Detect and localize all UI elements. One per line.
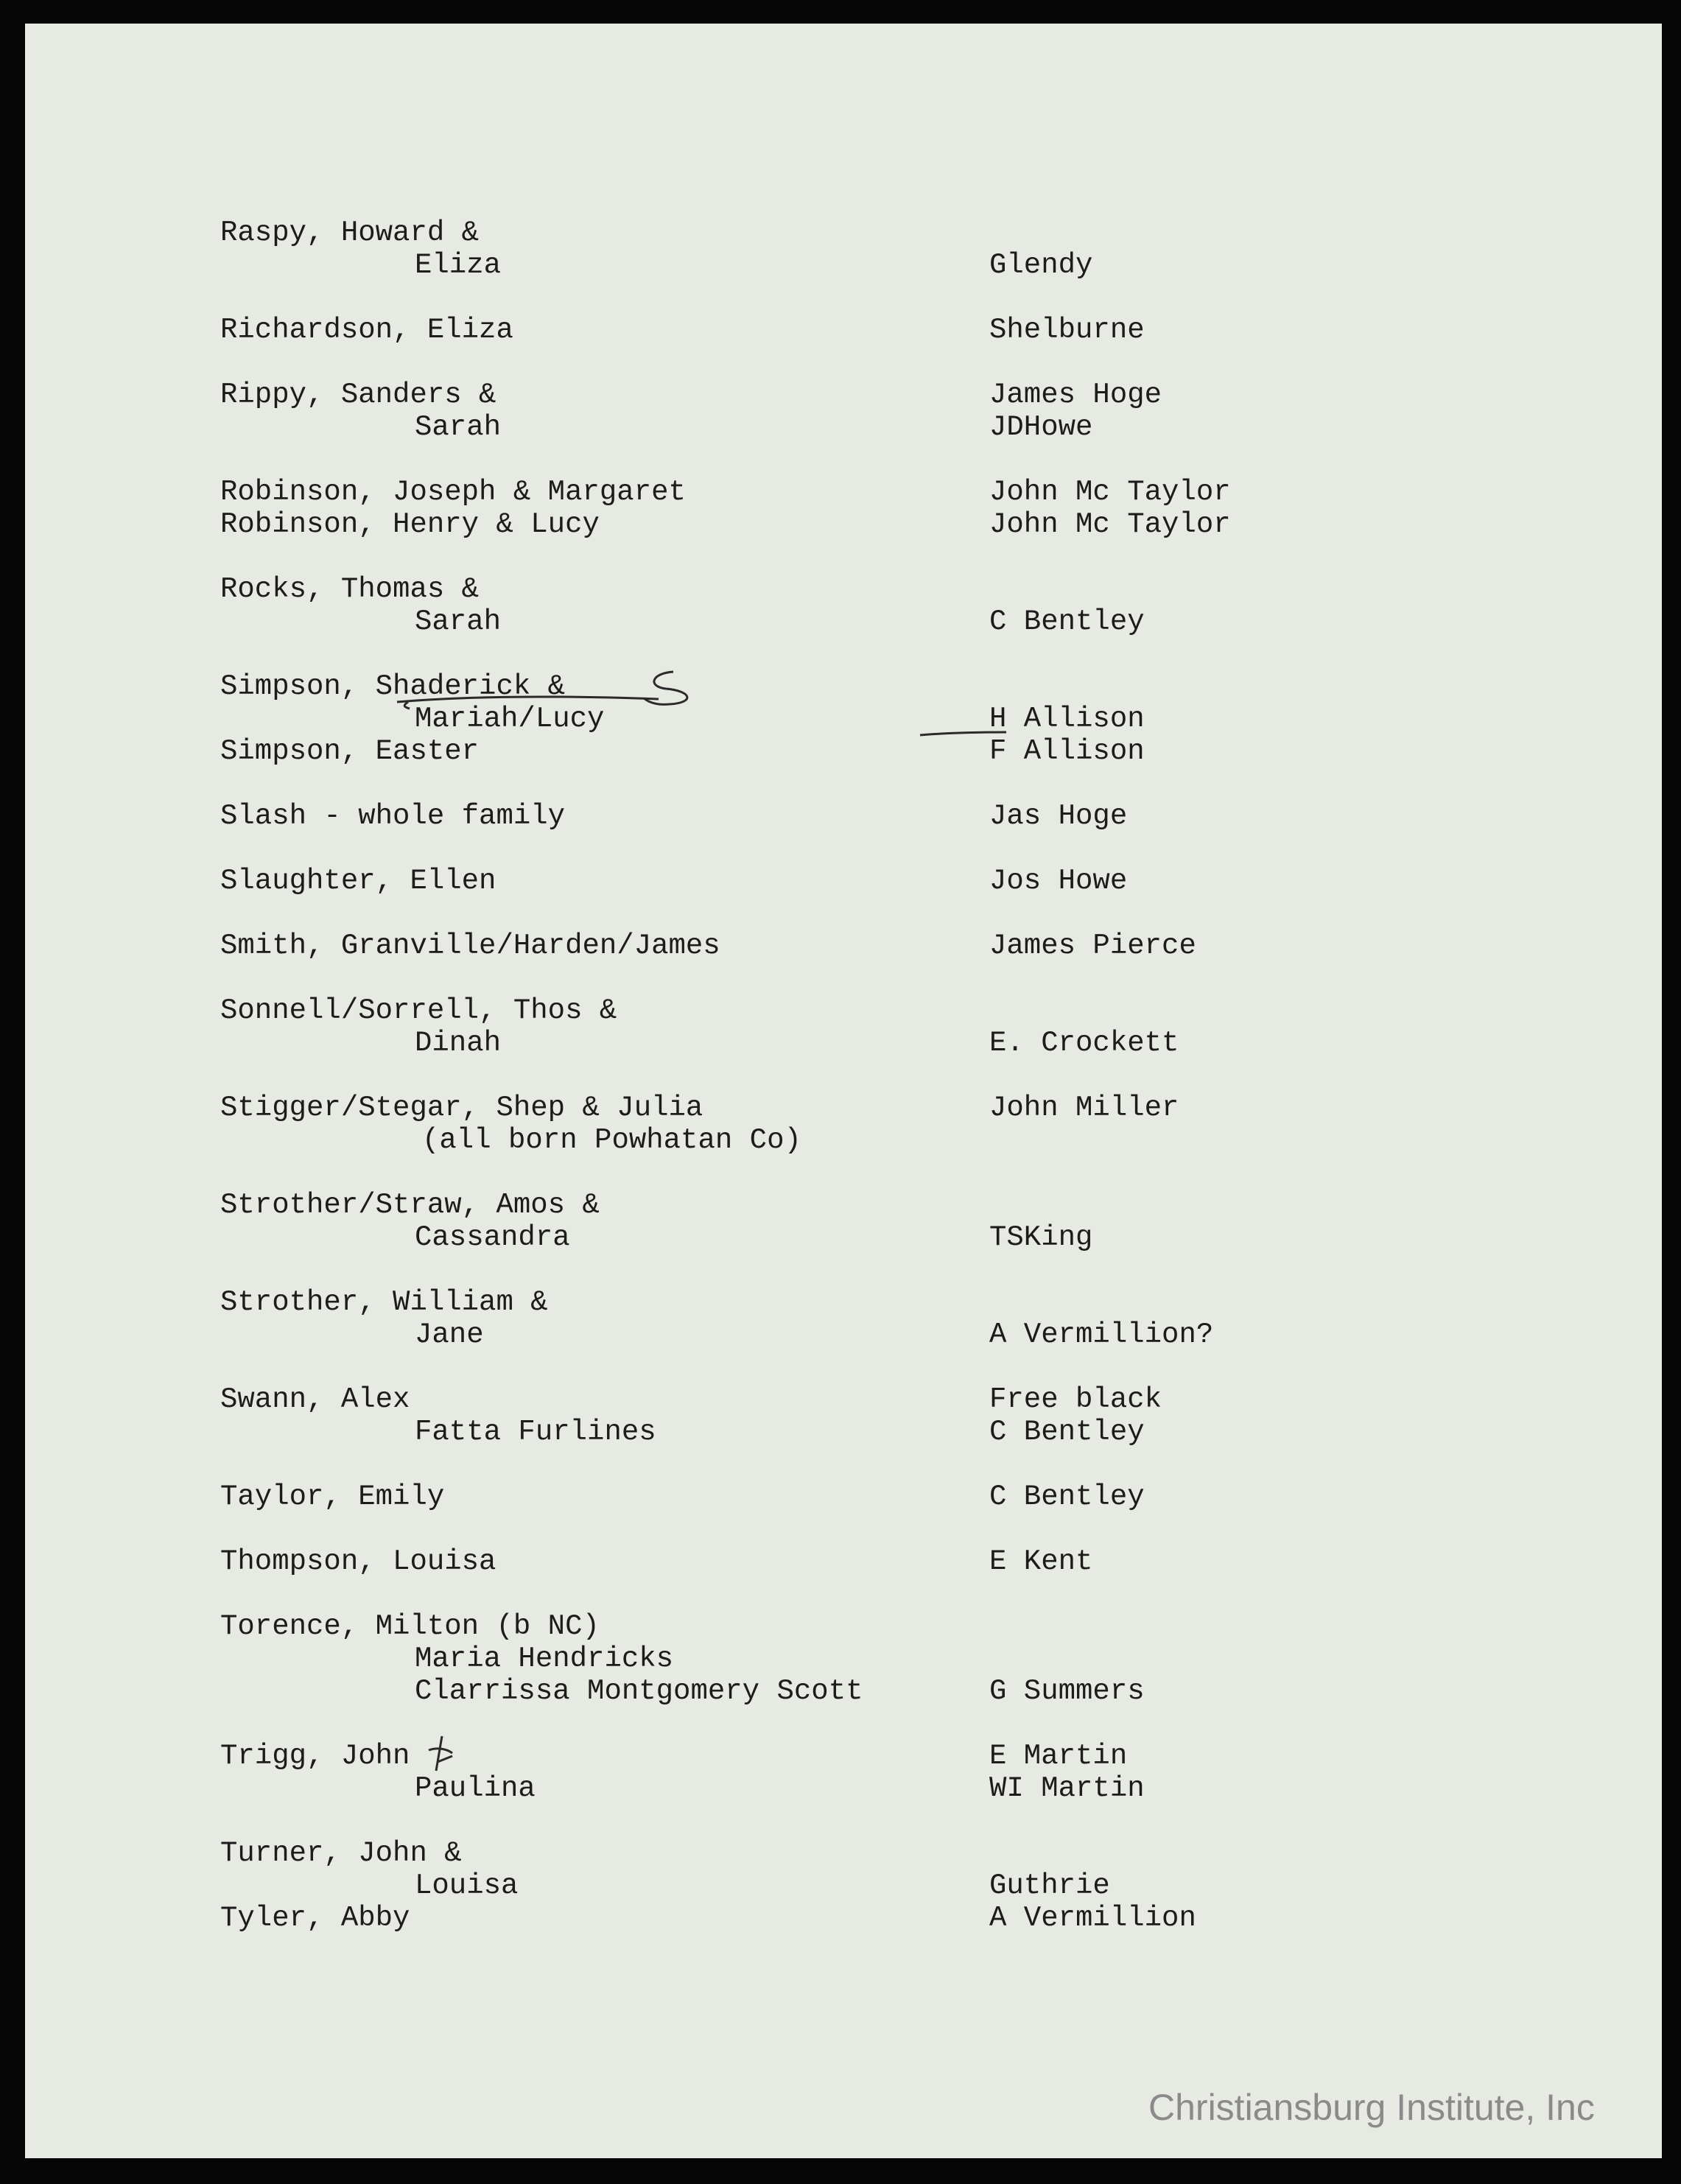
name-line: Clarrissa Montgomery Scott xyxy=(415,1675,863,1707)
name-line: Maria Hendricks xyxy=(415,1643,674,1675)
owner-line: John Mc Taylor xyxy=(989,476,1231,508)
owner-line: A Vermillion? xyxy=(989,1319,1214,1351)
owner-line: E Martin xyxy=(989,1740,1128,1772)
name-line: Sarah xyxy=(415,605,502,638)
name-line: Swann, Alex xyxy=(220,1383,410,1416)
name-line: Slash - whole family xyxy=(220,800,566,832)
name-line: Mariah/Lucy xyxy=(415,703,605,735)
name-line: Strother, William & xyxy=(220,1286,548,1319)
name-line: Louisa xyxy=(415,1869,519,1902)
owner-line: C Bentley xyxy=(989,605,1145,638)
name-line: Fatta Furlines xyxy=(415,1416,656,1448)
document-page xyxy=(25,24,1662,2158)
name-line: Dinah xyxy=(415,1027,502,1059)
name-line: Robinson, Joseph & Margaret xyxy=(220,476,686,508)
owner-line: WI Martin xyxy=(989,1772,1145,1805)
owner-line: John Mc Taylor xyxy=(989,508,1231,541)
name-line: Thompson, Louisa xyxy=(220,1545,496,1578)
name-line: Sarah xyxy=(415,411,502,443)
name-line: Sonnell/Sorrell, Thos & xyxy=(220,994,617,1027)
name-line: Rippy, Sanders & xyxy=(220,379,496,411)
owner-line: Shelburne xyxy=(989,314,1145,346)
owner-line: E Kent xyxy=(989,1545,1093,1578)
owner-line: E. Crockett xyxy=(989,1027,1179,1059)
handwritten-marks xyxy=(25,24,1662,2158)
name-line: Taylor, Emily xyxy=(220,1481,445,1513)
name-line: Smith, Granville/Harden/James xyxy=(220,930,720,962)
name-line: Robinson, Henry & Lucy xyxy=(220,508,600,541)
name-line: Richardson, Eliza xyxy=(220,314,513,346)
name-line: Stigger/Stegar, Shep & Julia xyxy=(220,1092,703,1124)
owner-line: G Summers xyxy=(989,1675,1145,1707)
owner-line: Jas Hoge xyxy=(989,800,1128,832)
owner-line: H Allison xyxy=(989,703,1145,735)
name-line: Simpson, Shaderick & xyxy=(220,670,566,703)
owner-line: JDHowe xyxy=(989,411,1093,443)
name-line: Torence, Milton (b NC) xyxy=(220,1610,600,1643)
handwritten-line-allison xyxy=(920,732,1006,735)
owner-line: John Miller xyxy=(989,1092,1179,1124)
owner-line: A Vermillion xyxy=(989,1902,1196,1934)
name-line: Paulina xyxy=(415,1772,536,1805)
owner-line: C Bentley xyxy=(989,1416,1145,1448)
owner-line: C Bentley xyxy=(989,1481,1145,1513)
name-line: Rocks, Thomas & xyxy=(220,573,480,605)
handwritten-underline-shaderick xyxy=(397,697,659,702)
name-line: Cassandra xyxy=(415,1221,570,1254)
owner-line: Guthrie xyxy=(989,1869,1110,1902)
name-line: Slaughter, Ellen xyxy=(220,865,496,897)
name-line: Raspy, Howard & xyxy=(220,217,480,249)
watermark: Christiansburg Institute, Inc xyxy=(1148,2087,1595,2128)
owner-line: Jos Howe xyxy=(989,865,1128,897)
owner-line: James Hoge xyxy=(989,379,1162,411)
owner-line: TSKing xyxy=(989,1221,1093,1254)
handwritten-ampersand-trigg xyxy=(429,1736,452,1771)
name-line: Trigg, John xyxy=(220,1740,410,1772)
name-line: Turner, John & xyxy=(220,1837,462,1869)
owner-line: F Allison xyxy=(989,735,1145,768)
owner-line: Glendy xyxy=(989,249,1093,281)
name-line: Eliza xyxy=(415,249,502,281)
name-line: Tyler, Abby xyxy=(220,1902,410,1934)
owner-line: Free black xyxy=(989,1383,1162,1416)
owner-line: James Pierce xyxy=(989,930,1196,962)
name-line: (all born Powhatan Co) xyxy=(422,1124,801,1156)
name-line: Simpson, Easter xyxy=(220,735,480,768)
handwritten-tick-mariah xyxy=(404,702,410,709)
name-line: Strother/Straw, Amos & xyxy=(220,1189,600,1221)
name-line: Jane xyxy=(415,1319,484,1351)
